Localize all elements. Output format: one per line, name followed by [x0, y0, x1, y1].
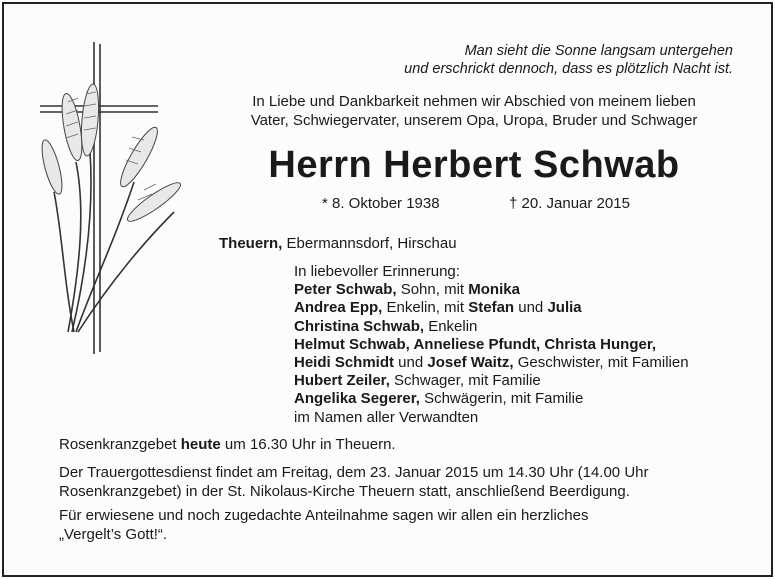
mourner-line	[294, 299, 689, 317]
funeral-line-2: Rosenkranzgebet) in der St. Nikolaus-Kirche Theuern statt, anschließend Beerdigung.	[59, 483, 630, 500]
mourner-name: Christina Schwab,	[294, 317, 425, 335]
poem-line-2: und erschrickt dennoch, dass es plötzlich Nacht ist.	[404, 61, 733, 77]
mourner-name: Julia	[547, 299, 582, 317]
mourner-relation: und	[394, 354, 428, 372]
funeral-line-1: Der Trauergottesdienst findet am Freitag, dem 23. Januar 2015 um 14.30 Uhr (14.00 Uhr	[59, 464, 649, 481]
mourner-relation: Schwägerin, mit Familie	[419, 390, 584, 408]
poem-line-1: Man sieht die Sonne langsam untergehen	[464, 43, 733, 59]
intro-line-1: In Liebe und Dankbarkeit nehmen wir Abschied von meinem lieben	[252, 93, 696, 110]
mourner-relation: Sohn, mit	[396, 281, 469, 299]
mourner-name: Josef Waitz,	[427, 354, 514, 372]
mourners-closing: im Namen aller Verwandten	[294, 408, 479, 426]
funeral-info	[59, 463, 648, 501]
rosary-time: um 16.30 Uhr in Theuern.	[220, 436, 396, 453]
mourner-line	[294, 318, 689, 336]
mourner-line	[294, 372, 689, 390]
birth-date: * 8. Oktober 1938	[322, 195, 440, 212]
mourner-name: Angelika Segerer,	[294, 390, 420, 408]
intro-line-2: Vater, Schwiegervater, unserem Opa, Uropa, Bruder und Schwager	[250, 111, 698, 129]
rosary-text: Rosenkranzgebet	[59, 436, 181, 453]
thanks-line-2: „Vergelt’s Gott!“.	[59, 526, 168, 543]
mourners-heading: In liebevoller Erinnerung:	[294, 263, 460, 280]
place-others: Ebermannsdorf, Hirschau	[282, 235, 457, 252]
thanks-line-1: Für erwiesene und noch zugedachte Anteilnahme sagen wir allen ein herzliches	[59, 507, 589, 524]
mourner-name: Monika	[468, 281, 520, 299]
obituary-notice	[2, 2, 773, 577]
place-main: Theuern,	[219, 235, 283, 252]
mourner-line	[294, 281, 689, 299]
mourner-name: Heidi Schmidt	[294, 354, 395, 372]
mourners-list	[294, 263, 689, 427]
thanks-text	[59, 506, 589, 544]
mourner-line	[294, 354, 689, 372]
deceased-name: Herrn Herbert Schwab	[268, 144, 680, 186]
rosary-info	[59, 435, 396, 454]
mourner-line	[294, 390, 689, 408]
mourner-relation: und	[514, 299, 548, 317]
mourner-name: Peter Schwab,	[294, 281, 397, 299]
mourner-line	[294, 336, 689, 354]
mourner-name: Stefan	[468, 299, 515, 317]
poem-quote	[404, 42, 733, 78]
place-line	[219, 235, 457, 252]
intro-text	[204, 93, 744, 130]
mourner-relation: Geschwister, mit Familien	[513, 354, 689, 372]
mourner-relation: Schwager, mit Familie	[389, 372, 541, 390]
cross-with-wheat-icon	[34, 42, 194, 362]
mourner-name: Helmut Schwab, Anneliese Pfundt, Christa Hunger,	[294, 335, 656, 353]
death-date: † 20. Januar 2015	[509, 195, 630, 212]
mourner-name: Andrea Epp,	[294, 299, 383, 317]
mourner-relation: Enkelin, mit	[382, 299, 469, 317]
rosary-today: heute	[180, 436, 221, 453]
mourner-relation: Enkelin	[424, 317, 478, 335]
mourner-name: Hubert Zeiler,	[294, 372, 390, 390]
